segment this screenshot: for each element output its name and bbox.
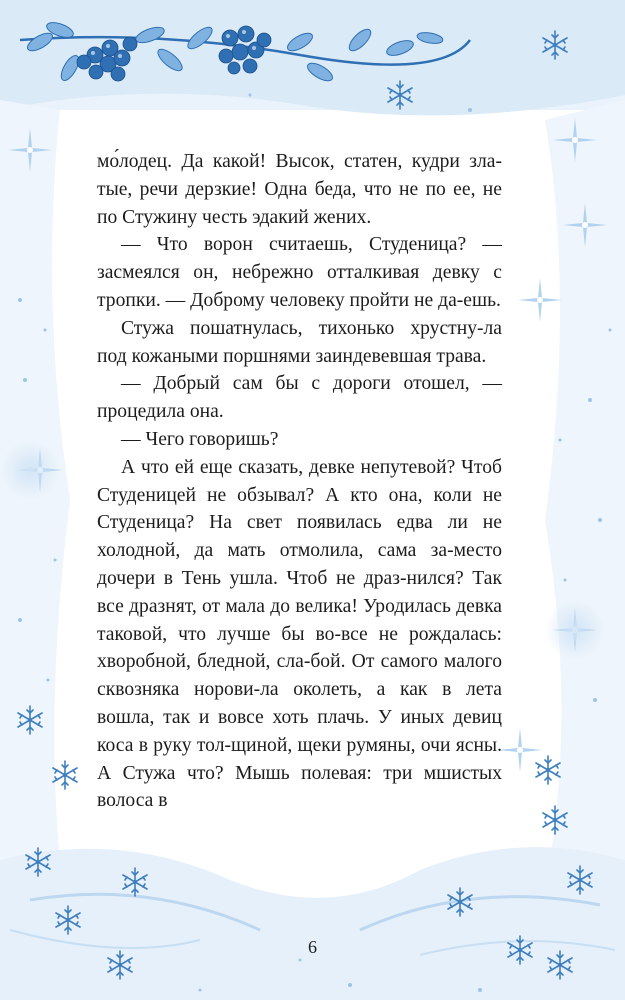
paragraph: — Добрый сам бы с дороги отошел, — процедила она. <box>97 373 502 423</box>
paragraph: А что ей еще сказать, девке непутевой? Чтоб Студеницей не обзывал? А кто она, коли не Студеница? На свет появилась едва ли не холодной, да мать отмолила, сама за-место дочери в Тень ушла. Чтоб не драз-нился? Так все дразнят, от мала до велика! Уродилась девка таковой, что лучше бы во-все не рождалась: хворобной, бледной, сла-бой. От самого малого сквозняка норови-ла околеть, а как в лета вошла, так и вовсе хоть плачь. У иных девиц коса в руку тол-щиной, щеки румяны, очи ясны. А Стужа что? Мышь полевая: три мшистых волоса в <box>97 456 502 812</box>
paragraph: — Чего говоришь? <box>121 428 279 450</box>
paragraph: мо́лодец. Да какой! Высок, статен, кудри зла-тые, речи дерзкие! Одна беда, что не по ее, не по Стужину честь эдакий жених. <box>97 151 502 228</box>
paragraph: — Что ворон считаешь, Студеница? — засмеялся он, небрежно отталкивая девку с тропки. — Доброму человеку пройти не да-ешь. <box>97 234 502 311</box>
page-number: 6 <box>308 937 317 957</box>
body-text <box>97 148 502 815</box>
paragraph: Стужа пошатнулась, тихонько хрустну-ла под кожаными поршнями заиндевевшая трава. <box>97 317 502 367</box>
